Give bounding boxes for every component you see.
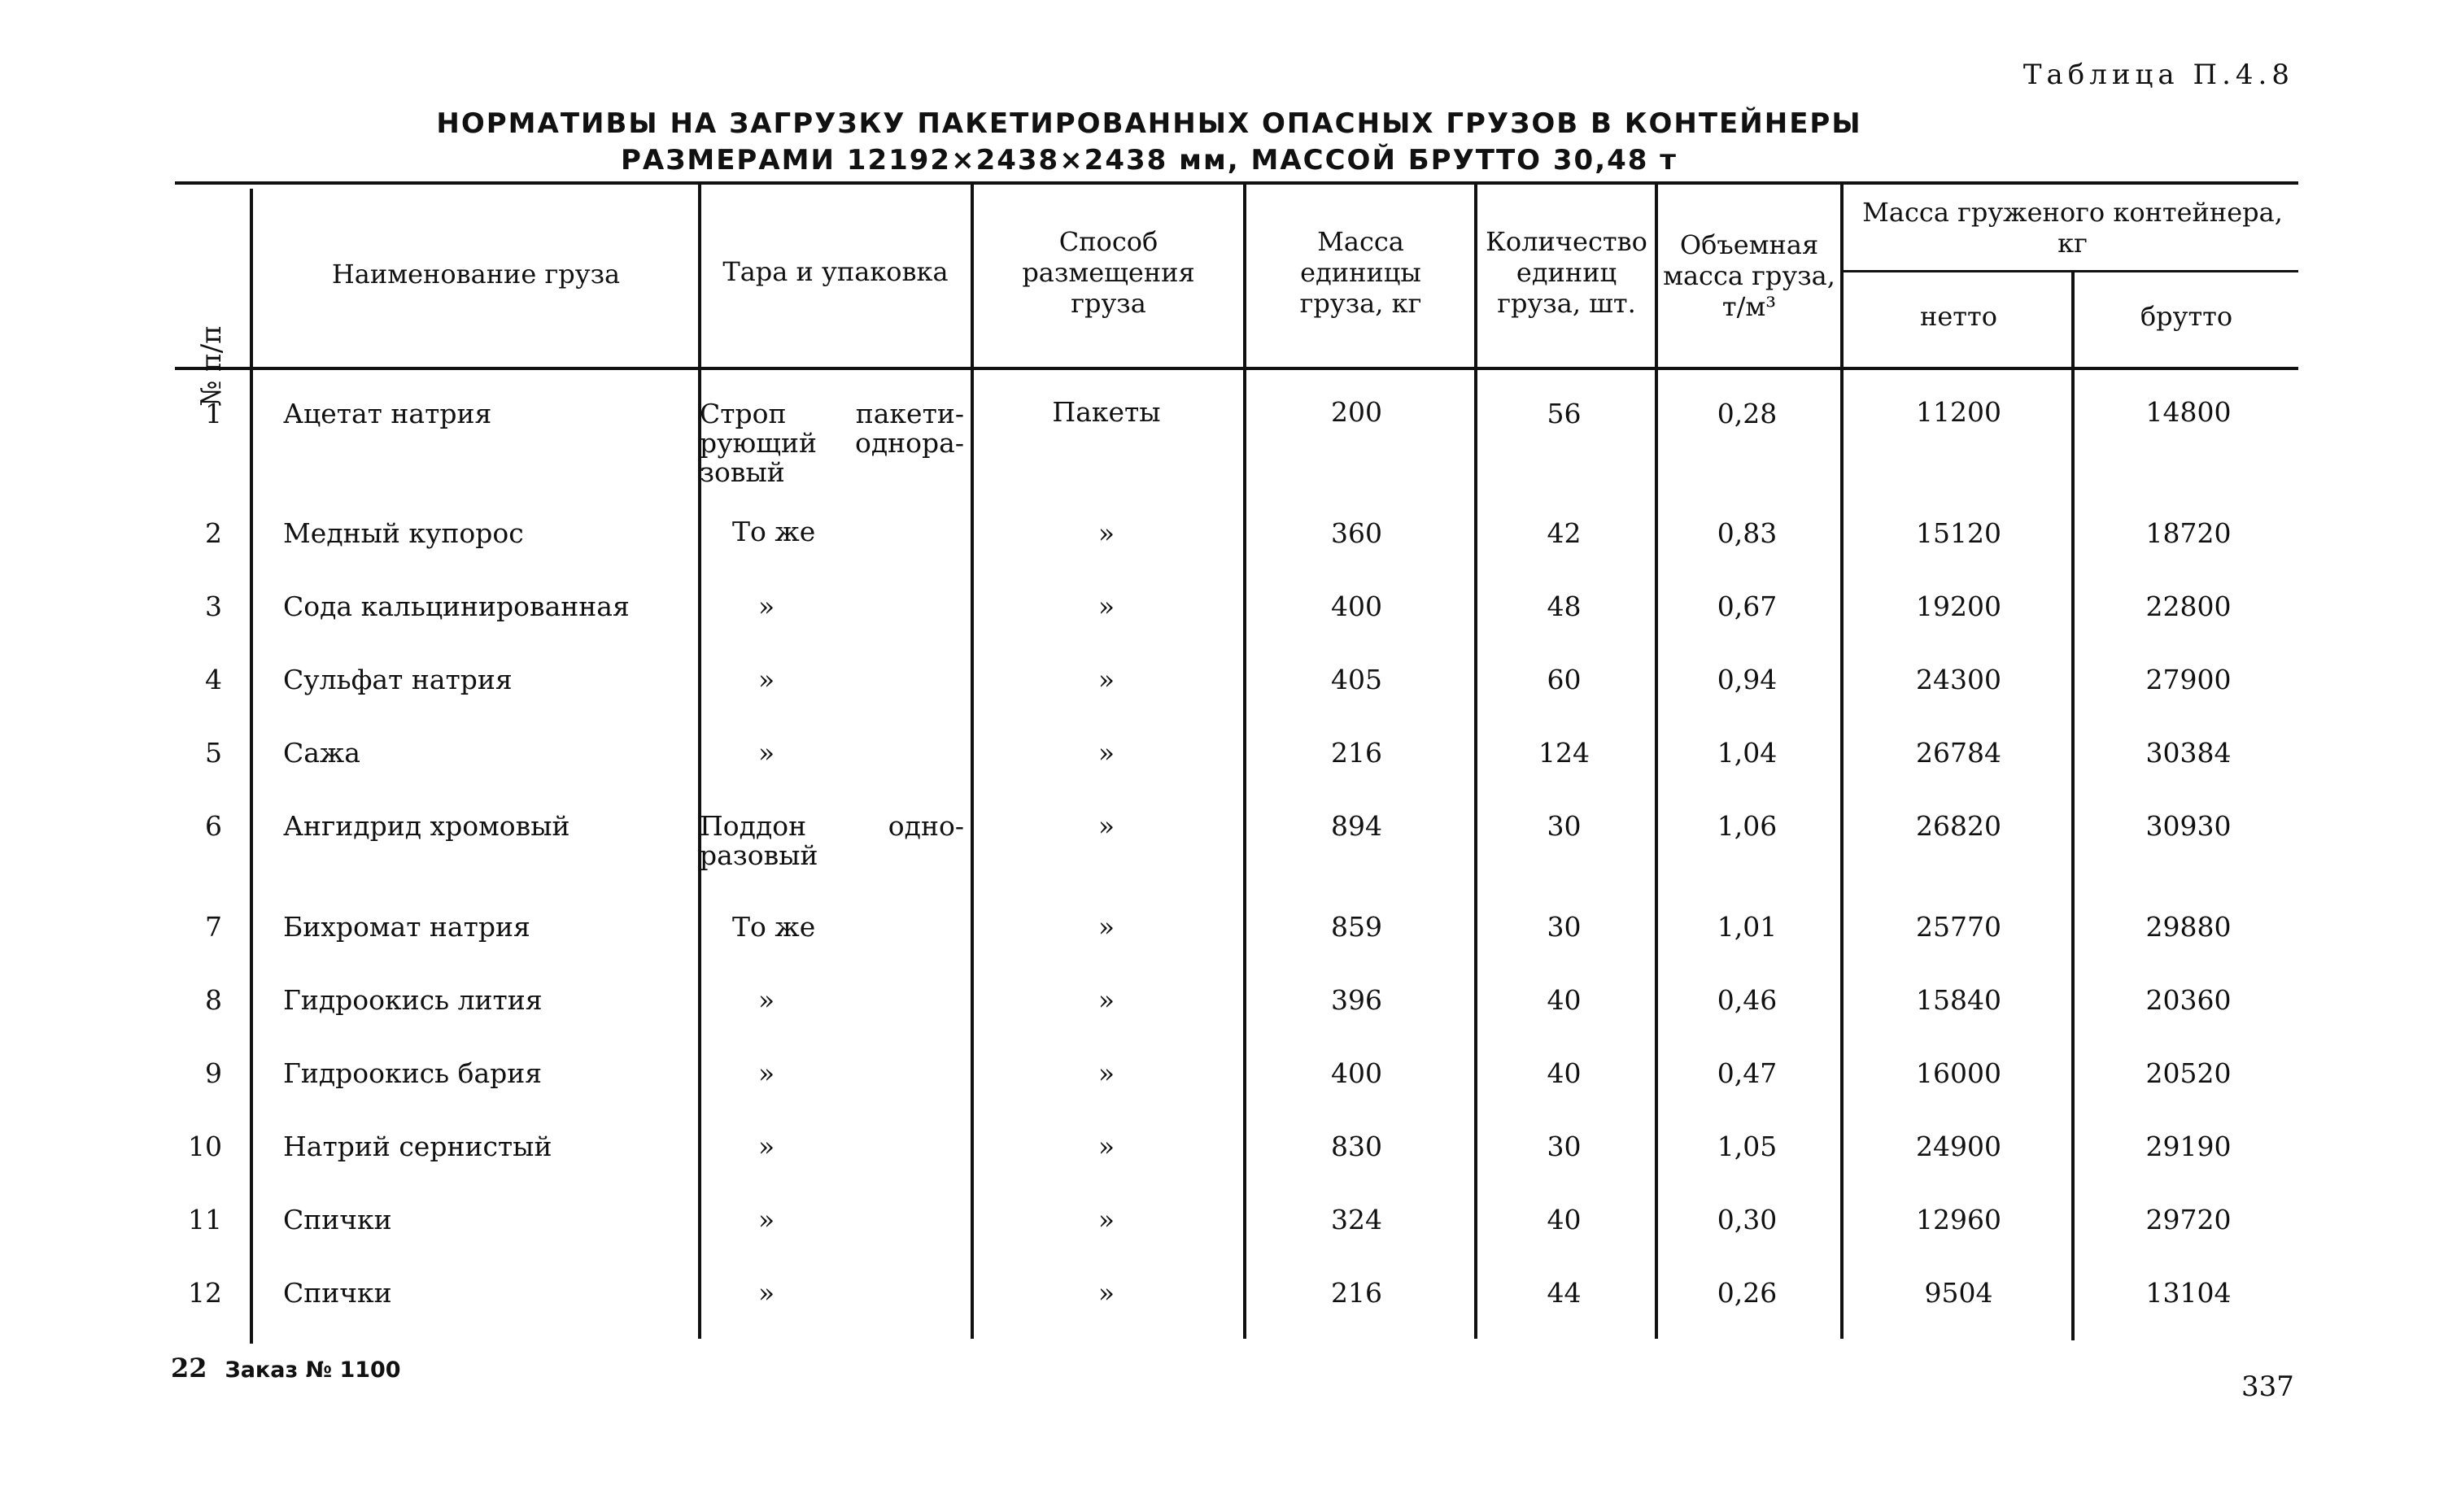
header-bottom-rule xyxy=(175,367,2298,370)
tare-packaging: » xyxy=(758,1057,775,1089)
net-mass: 12960 xyxy=(1916,1204,2001,1235)
net-mass: 15120 xyxy=(1916,517,2001,549)
header-tare: Тара и упаковка xyxy=(722,256,949,287)
header-name: Наименование груза xyxy=(331,259,621,290)
net-mass: 19200 xyxy=(1916,590,2001,622)
tare-packaging: » xyxy=(758,1131,775,1162)
unit-count: 42 xyxy=(1547,517,1582,549)
tare-packaging: » xyxy=(758,1204,775,1235)
placement-method: Пакеты xyxy=(1052,396,1161,428)
unit-count: 124 xyxy=(1538,737,1590,769)
unit-mass: 405 xyxy=(1331,664,1382,695)
cargo-name: Сода кальцинированная xyxy=(283,590,630,622)
volume-mass: 0,94 xyxy=(1717,664,1778,695)
placement-method: » xyxy=(1097,911,1115,943)
unit-mass: 396 xyxy=(1331,984,1382,1016)
gross-mass: 29190 xyxy=(2145,1131,2232,1162)
volume-mass: 1,01 xyxy=(1717,911,1778,943)
placement-method: » xyxy=(1097,810,1115,842)
header-net: нетто xyxy=(1920,301,1997,332)
unit-mass: 400 xyxy=(1331,1057,1382,1089)
page-number: 337 xyxy=(2241,1370,2294,1403)
tare-packaging: То же xyxy=(732,911,816,943)
cargo-name: Ангидрид хромовый xyxy=(283,810,570,842)
net-mass: 15840 xyxy=(1916,984,2001,1016)
net-mass: 24300 xyxy=(1916,664,2001,695)
volume-mass: 0,47 xyxy=(1717,1057,1778,1089)
row-num: 7 xyxy=(205,911,222,943)
cargo-name: Бихромат натрия xyxy=(283,911,530,943)
tare-packaging: То же xyxy=(732,516,816,547)
net-mass: 9504 xyxy=(1924,1277,1993,1309)
unit-count: 30 xyxy=(1547,810,1582,842)
gross-mass: 27900 xyxy=(2145,664,2232,695)
unit-count: 44 xyxy=(1547,1277,1582,1309)
unit-count: 56 xyxy=(1547,398,1582,429)
gross-mass: 18720 xyxy=(2145,517,2232,549)
unit-mass: 216 xyxy=(1331,1277,1382,1309)
footer-left xyxy=(171,1353,401,1383)
unit-count: 60 xyxy=(1547,664,1582,695)
cargo-name: Гидроокись бария xyxy=(283,1057,543,1089)
row-num: 3 xyxy=(205,590,222,622)
row-num: 11 xyxy=(188,1204,222,1235)
row-num: 12 xyxy=(188,1277,222,1309)
order-number: Заказ № 1100 xyxy=(225,1357,401,1383)
volume-mass: 0,46 xyxy=(1717,984,1778,1016)
tare-packaging: » xyxy=(758,590,775,622)
gross-mass: 29720 xyxy=(2145,1204,2232,1235)
tare-packaging: » xyxy=(758,984,775,1016)
cargo-name: Ацетат натрия xyxy=(283,398,492,429)
table-label: Таблица П.4.8 xyxy=(2022,59,2294,91)
header-method: Способ размещения груза xyxy=(1022,226,1195,319)
gross-mass: 14800 xyxy=(2145,396,2232,428)
unit-count: 40 xyxy=(1547,984,1582,1016)
volume-mass: 1,05 xyxy=(1717,1131,1778,1162)
header-loaded-mass: Масса груженого контейнера, кг xyxy=(1862,197,2283,259)
tare-packaging: Поддон одно-разовый xyxy=(700,810,964,871)
placement-method: » xyxy=(1097,664,1115,695)
unit-count: 48 xyxy=(1547,590,1582,622)
title-line-2: РАЗМЕРАМИ 12192×2438×2438 мм, МАССОЙ БРУТТО 30,48 т xyxy=(620,144,1678,176)
row-num: 10 xyxy=(188,1131,222,1162)
tare-packaging: » xyxy=(758,1277,775,1309)
cargo-name: Сажа xyxy=(283,737,360,769)
top-rule xyxy=(175,181,2298,185)
placement-method: » xyxy=(1097,590,1115,622)
cargo-name: Сульфат натрия xyxy=(283,664,513,695)
cargo-name: Медный купорос xyxy=(283,517,524,549)
placement-method: » xyxy=(1097,1277,1115,1309)
row-num: 5 xyxy=(205,737,222,769)
unit-mass: 324 xyxy=(1331,1204,1382,1235)
gross-mass: 30930 xyxy=(2145,810,2232,842)
net-mass: 26820 xyxy=(1916,810,2001,842)
col-divider-8 xyxy=(2071,272,2075,1340)
cargo-name: Гидроокись лития xyxy=(283,984,543,1016)
volume-mass: 0,83 xyxy=(1717,517,1778,549)
placement-method: » xyxy=(1097,1131,1115,1162)
header-volume-mass: Объемная масса груза, т/м³ xyxy=(1663,229,1835,322)
cargo-name: Натрий сернистый xyxy=(283,1131,552,1162)
unit-mass: 859 xyxy=(1331,911,1382,943)
placement-method: » xyxy=(1097,1204,1115,1235)
volume-mass: 0,30 xyxy=(1717,1204,1778,1235)
placement-method: » xyxy=(1097,1057,1115,1089)
volume-mass: 0,26 xyxy=(1717,1277,1778,1309)
gross-mass: 20520 xyxy=(2145,1057,2232,1089)
row-num: 1 xyxy=(205,398,222,429)
net-mass: 25770 xyxy=(1916,911,2001,943)
cargo-name: Спички xyxy=(283,1277,392,1309)
gross-mass: 30384 xyxy=(2145,737,2232,769)
unit-count: 40 xyxy=(1547,1057,1582,1089)
header-num: № п/п xyxy=(195,325,228,407)
row-num: 9 xyxy=(205,1057,222,1089)
col-divider-1 xyxy=(250,189,253,1344)
header-unit-mass: Масса единицы груза, кг xyxy=(1299,226,1422,319)
tare-packaging: Строп пакети-рующий однора-зовый xyxy=(700,398,964,488)
gross-mass: 22800 xyxy=(2145,590,2232,622)
volume-mass: 0,28 xyxy=(1717,398,1778,429)
unit-mass: 830 xyxy=(1331,1131,1382,1162)
header-unit-count: Количество единиц груза, шт. xyxy=(1486,226,1647,319)
tare-packaging: » xyxy=(758,737,775,769)
row-num: 8 xyxy=(205,984,222,1016)
net-mass: 11200 xyxy=(1916,396,2001,428)
unit-count: 30 xyxy=(1547,911,1582,943)
net-mass: 24900 xyxy=(1916,1131,2001,1162)
cargo-name: Спички xyxy=(283,1204,392,1235)
net-mass: 26784 xyxy=(1916,737,2001,769)
subheader-rule xyxy=(1840,270,2298,272)
header-gross: брутто xyxy=(2140,301,2233,332)
volume-mass: 1,04 xyxy=(1717,737,1778,769)
row-num: 6 xyxy=(205,810,222,842)
row-num: 4 xyxy=(205,664,222,695)
gross-mass: 20360 xyxy=(2145,984,2232,1016)
unit-count: 40 xyxy=(1547,1204,1582,1235)
title-line-1: НОРМАТИВЫ НА ЗАГРУЗКУ ПАКЕТИРОВАННЫХ ОПАСНЫХ ГРУЗОВ В КОНТЕЙНЕРЫ xyxy=(436,107,1862,140)
placement-method: » xyxy=(1097,737,1115,769)
tare-packaging: » xyxy=(758,664,775,695)
unit-mass: 200 xyxy=(1331,396,1382,428)
placement-method: » xyxy=(1097,517,1115,549)
row-num: 2 xyxy=(205,517,222,549)
placement-method: » xyxy=(1097,984,1115,1016)
volume-mass: 1,06 xyxy=(1717,810,1778,842)
gross-mass: 29880 xyxy=(2145,911,2232,943)
volume-mass: 0,67 xyxy=(1717,590,1778,622)
gross-mass: 13104 xyxy=(2145,1277,2232,1309)
unit-mass: 400 xyxy=(1331,590,1382,622)
unit-count: 30 xyxy=(1547,1131,1582,1162)
unit-mass: 894 xyxy=(1331,810,1382,842)
net-mass: 16000 xyxy=(1916,1057,2001,1089)
sheet-number: 22 xyxy=(171,1353,207,1383)
unit-mass: 360 xyxy=(1331,517,1382,549)
unit-mass: 216 xyxy=(1331,737,1382,769)
